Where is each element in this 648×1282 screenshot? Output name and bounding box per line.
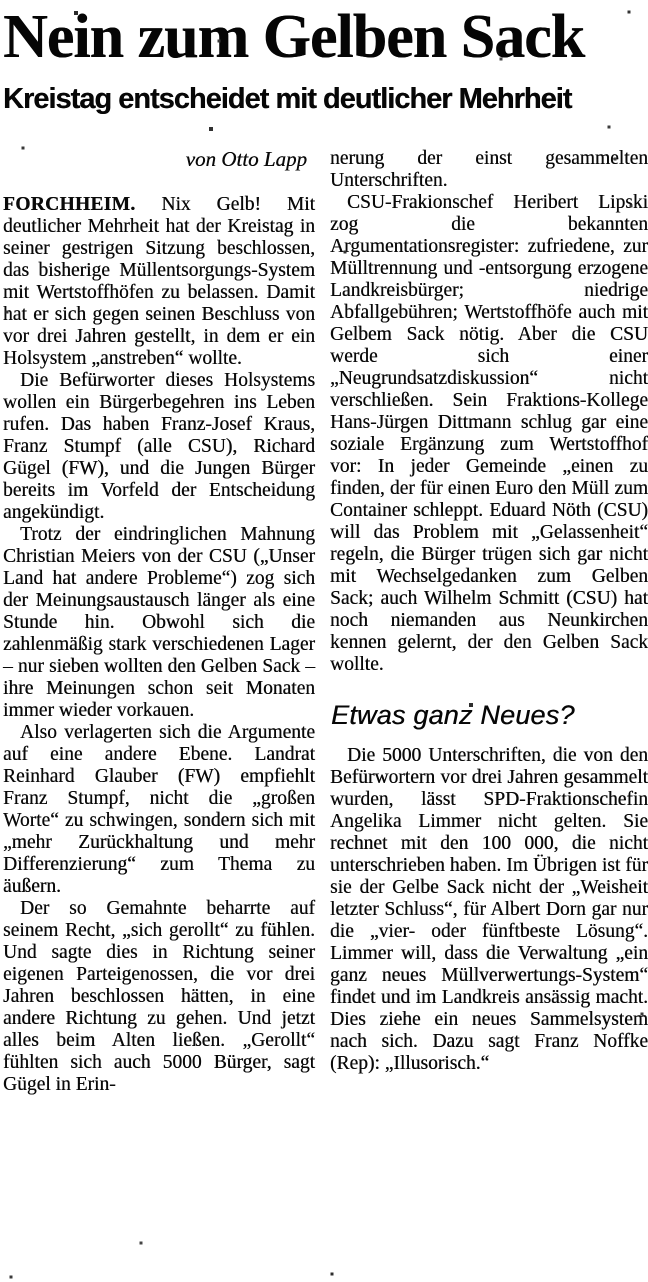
paragraph: Die 5000 Unterschriften, die von den Befürwortern vor drei Jahren gesammelt wurden, lässt SPD-Fraktionschefin Angelika Limmer nicht gelten. Sie rechnet mit den 100 000, die nicht unterschrieben haben. Im Übrigen ist für sie der Gelbe Sack nicht der „Weisheit letzter Schluss“, für Albert Dorn gar nur die „vier- oder fünftbeste Lösung“. Limmer will, dass die Verwaltung „ein ganz neues Müllverwertungs-System“ findet und im Landkreis ansässig macht. Dies ziehe ein neues Sammelsystem nach sich. Dazu sagt Franz Noffke (Rep): „Illusorisch.“ <box>330 745 648 1074</box>
lead-paragraph <box>3 194 315 370</box>
crosshead: Etwas ganz Neues? <box>331 700 575 730</box>
paragraph-continuation: nerung der einst gesammelten Unterschriften. <box>330 148 648 191</box>
dateline: FORCHHEIM. <box>3 194 136 215</box>
article-columns <box>0 148 648 1096</box>
subheadline: Kreistag entscheidet mit deutlicher Mehrheit <box>3 83 572 115</box>
paragraph: Trotz der eindringlichen Mahnung Christian Meiers von der CSU („Unser Land hat andere Probleme“) zog sich der Meinungsaustausch länger als eine Stunde hin. Obwohl sich die zahlenmäßig stark verschiedenen Lager – nur sieben wollten den Gelben Sack – ihre Meinungen schon seit Monaten immer wieder vorkauen. <box>3 524 315 721</box>
paragraph: Der so Gemahnte beharrte auf seinem Recht, „sich gerollt“ zu fühlen. Und sagte dies in Richtung seiner eigenen Parteigenossen, die vor drei Jahren beschlossen hätten, in eine andere Richtung zu gehen. Und jetzt alles beim Alten ließen. „Gerollt“ fühlten sich auch 5000 Bürger, sagt Gügel in Erin- <box>3 898 315 1095</box>
column-left <box>3 148 315 1096</box>
headline: Nein zum Gelben Sack <box>3 3 585 71</box>
paragraph: Also verlagerten sich die Argumente auf eine andere Ebene. Landrat Reinhard Glauber (FW) empfiehlt Franz Stumpf, nicht die „großen Worte“ zu schwingen, sondern sich mit „mehr Zurückhaltung und mehr Differenzierung“ zum Thema zu äußern. <box>3 722 315 897</box>
lead-text: Nix Gelb! Mit deutlicher Mehrheit hat der Kreistag in seiner gestrigen Sitzung beschlossen, das bisherige Müllentsorgungs-System mit Wertstoffhöfen zu belassen. Damit hat er sich gegen seinen Beschluss von vor drei Jahren gestellt, in dem er ein Holsystem „anstreben“ wollte. <box>3 194 315 369</box>
byline: von Otto Lapp <box>185 147 307 171</box>
paragraph: Die Befürworter dieses Holsystems wollen ein Bürgerbegehren ins Leben rufen. Das haben Franz-Josef Kraus, Franz Stumpf (alle CSU), Richard Gügel (FW), und die Jungen Bürger bereits im Vorfeld der Entscheidung angekündigt. <box>3 370 315 523</box>
column-right <box>330 148 648 1096</box>
scan-noise-specks <box>0 0 2 2</box>
paragraph: CSU-Frakionschef Heribert Lipski zog die bekannten Argumentationsregister: zufriedene, zur Mülltrennung und -entsorgung erzogene Landkreisbürger; niedrige Abfallgebühren; Wertstoffhöfe auch mit Gelbem Sack nötig. Aber die CSU werde sich einer „Neugrundsatzdiskussion“ nicht verschließen. Sein Fraktions-Kollege Hans-Jürgen Dittmann schlug gar eine soziale Ergänzung zum Wertstoffhof vor: In jeder Gemeinde „einen zu finden, der für einen Euro den Müll zum Container schleppt. Eduard Nöth (CSU) will das Problem mit „Gelassenheit“ regeln, die Bürger trügen sich gar nicht mit Wechselgedanken zum Gelben Sack; auch Wilhelm Schmitt (CSU) hat noch niemanden aus Neunkirchen kennen gelernt, der den Gelben Sack wollte. <box>330 192 648 675</box>
